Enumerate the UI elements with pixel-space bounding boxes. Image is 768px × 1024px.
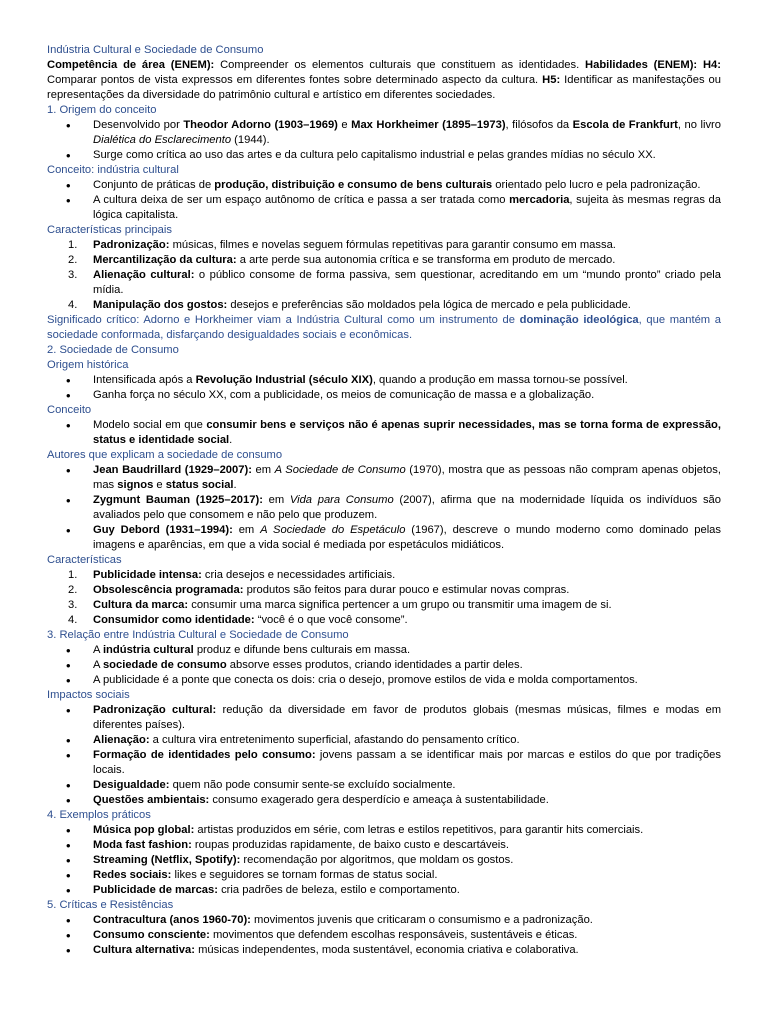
bullet-icon: • — [66, 838, 71, 853]
bullet-icon: • — [66, 523, 71, 538]
bullet-icon: • — [66, 853, 71, 868]
bullet-icon: • — [66, 118, 71, 133]
section-3-heading: 3. Relação entre Indústria Cultural e Sociedade de Consumo — [47, 629, 349, 641]
h4-text: Comparar pontos de vista expressos em diferentes fontes sobre determinado aspecto da cultura. — [47, 74, 543, 86]
list-item: • A cultura deixa de ser um espaço autônomo de crítica e passa a ser tratada como mercadoria, sujeita às mesmas regras da lógica capitalista. — [66, 193, 721, 221]
list-item: 4. Consumidor como identidade: “você é o que você consome”. — [68, 614, 408, 626]
list-item: • Moda fast fashion: roupas produzidas rapidamente, de baixo custo e descartáveis. — [66, 838, 509, 853]
list-item: 1. Padronização: músicas, filmes e novelas seguem fórmulas repetitivas para garantir consumo em massa. — [68, 239, 616, 251]
competencia-label: Competência de área (ENEM): — [47, 59, 215, 71]
list-number: 3. — [68, 269, 78, 281]
bullet-icon: • — [66, 823, 71, 838]
conceito-heading: Conceito — [47, 404, 92, 416]
bullet-icon: • — [66, 193, 71, 208]
list-number: 4. — [68, 614, 78, 626]
conceito-consumo-list — [47, 418, 721, 448]
bullet-icon: • — [66, 373, 71, 388]
section-2-heading: 2. Sociedade de Consumo — [47, 344, 179, 356]
list-item: • Zygmunt Bauman (1925–2017): em Vida para Consumo (2007), afirma que na modernidade líquida os indivíduos são avaliados pelo que consomem e não pelo que produzem. — [66, 493, 721, 521]
list-number: 4. — [68, 299, 78, 311]
criticas-list — [47, 913, 721, 958]
bullet-icon: • — [66, 868, 71, 883]
exemplos-list — [47, 823, 721, 898]
bullet-icon: • — [66, 733, 71, 748]
h5-text: Identificar as manifestações ou representações da diversidade do patrimônio cultural e artístico em diferentes sociedades. — [47, 74, 721, 101]
list-item: • Modelo social em que consumir bens e serviços não é apenas suprir necessidades, mas se torna forma de expressão, status e identidade social. — [66, 418, 721, 446]
bullet-icon: • — [66, 913, 71, 928]
list-item: • Consumo consciente: movimentos que defendem escolhas responsáveis, sustentáveis e éticas. — [66, 928, 578, 943]
document-title: Indústria Cultural e Sociedade de Consumo — [47, 44, 264, 56]
relacao-list — [47, 643, 721, 688]
impactos-heading: Impactos sociais — [47, 689, 130, 701]
list-item: 3. Cultura da marca: consumir uma marca significa pertencer a um grupo ou transmitir uma imagem de si. — [68, 599, 612, 611]
list-item: • A indústria cultural produz e difunde bens culturais em massa. — [66, 643, 411, 658]
document-page — [47, 43, 721, 958]
impactos-list — [47, 703, 721, 808]
bullet-icon: • — [66, 463, 71, 478]
bullet-icon: • — [66, 148, 71, 163]
list-item: • Guy Debord (1931–1994): em A Sociedade do Espetáculo (1967), descreve o mundo moderno como dominado pelas imagens e aparências, em que a vida social é mediada por espetáculos midiáticos. — [66, 523, 722, 551]
caracteristicas-principais-heading: Características principais — [47, 224, 172, 236]
origem-historica-heading: Origem histórica — [47, 359, 129, 371]
competencia-text: Compreender os elementos culturais que constituem as identidades. — [214, 59, 586, 71]
list-item: • Formação de identidades pelo consumo: jovens passam a se identificar mais por marcas e estilos do que por tradições locais. — [66, 748, 721, 776]
bullet-icon: • — [66, 673, 71, 688]
autores-list — [47, 463, 721, 553]
significado-critico: Significado crítico: Adorno e Horkheimer viam a Indústria Cultural como um instrumento de dominação ideológica, que mantém a sociedade conformada, disfarçando desigualdades sociais e econômicas. — [47, 314, 721, 341]
list-item: • Padronização cultural: redução da diversidade em favor de produtos globais (mesmas músicas, filmes e modas em diferentes países). — [66, 703, 722, 731]
bullet-icon: • — [66, 943, 71, 958]
section-4-heading: 4. Exemplos práticos — [47, 809, 151, 821]
list-number: 1. — [68, 569, 78, 581]
list-item: • A publicidade é a ponte que conecta os dois: cria o desejo, promove estilos de vida e molda comportamentos. — [66, 673, 638, 688]
list-item: • Ganha força no século XX, com a publicidade, os meios de comunicação de massa e a globalização. — [66, 388, 595, 403]
habilidades-label: Habilidades (ENEM): H4: — [585, 59, 721, 71]
bullet-icon: • — [66, 703, 71, 718]
list-item: 2. Mercantilização da cultura: a arte perde sua autonomia crítica e se transforma em produto de mercado. — [68, 254, 616, 266]
bullet-icon: • — [66, 748, 71, 763]
origem-historica-list — [47, 373, 721, 403]
bullet-icon: • — [66, 388, 71, 403]
bullet-icon: • — [66, 928, 71, 943]
list-number: 2. — [68, 254, 78, 266]
list-item: • Alienação: a cultura vira entretenimento superficial, afastando do pensamento crítico. — [66, 733, 520, 748]
list-item: • Cultura alternativa: músicas independentes, moda sustentável, economia criativa e colaborativa. — [66, 943, 579, 958]
list-item: • Questões ambientais: consumo exagerado gera desperdício e ameaça à sustentabilidade. — [66, 793, 549, 808]
list-number: 1. — [68, 239, 78, 251]
caracteristicas-principais-list — [47, 238, 721, 313]
list-item: • Publicidade de marcas: cria padrões de beleza, estilo e comportamento. — [66, 883, 460, 898]
conceito-list — [47, 178, 721, 223]
bullet-icon: • — [66, 778, 71, 793]
section-1-heading: 1. Origem do conceito — [47, 104, 157, 116]
list-item: 3. Alienação cultural: o público consome de forma passiva, sem questionar, acreditando em um “mundo pronto” criado pela mídia. — [68, 269, 721, 296]
list-item: • Streaming (Netflix, Spotify): recomendação por algoritmos, que moldam os gostos. — [66, 853, 514, 868]
list-number: 3. — [68, 599, 78, 611]
bullet-icon: • — [66, 643, 71, 658]
list-item: • Contracultura (anos 1960-70): movimentos juvenis que criticaram o consumismo e a padronização. — [66, 913, 593, 928]
list-item: • Desenvolvido por Theodor Adorno (1903–1969) e Max Horkheimer (1895–1973), filósofos da Escola de Frankfurt, no livro Dialética do Esclarecimento (1944). — [66, 118, 721, 146]
list-item: • Desigualdade: quem não pode consumir sente-se excluído socialmente. — [66, 778, 456, 793]
h5-label: H5: — [542, 74, 561, 86]
list-item: • Surge como crítica ao uso das artes e da cultura pelo capitalismo industrial e pelas grandes mídias no século XX. — [66, 148, 656, 163]
list-item: • A sociedade de consumo absorve esses produtos, criando identidades a partir deles. — [66, 658, 523, 673]
intro-paragraph — [47, 58, 721, 103]
list-item: • Música pop global: artistas produzidos em série, com letras e estilos repetitivos, para garantir hits comerciais. — [66, 823, 644, 838]
section-5-heading: 5. Críticas e Resistências — [47, 899, 174, 911]
bullet-icon: • — [66, 658, 71, 673]
list-item: 4. Manipulação dos gostos: desejos e preferências são moldados pela lógica de mercado e pela publicidade. — [68, 299, 631, 311]
list-item: • Redes sociais: likes e seguidores se tornam formas de status social. — [66, 868, 438, 883]
list-number: 2. — [68, 584, 78, 596]
bullet-icon: • — [66, 793, 71, 808]
list-item: • Intensificada após a Revolução Industrial (século XIX), quando a produção em massa tornou-se possível. — [66, 373, 628, 388]
caracteristicas-heading: Características — [47, 554, 122, 566]
list-item: 1. Publicidade intensa: cria desejos e necessidades artificiais. — [68, 569, 396, 581]
bullet-icon: • — [66, 883, 71, 898]
autores-heading: Autores que explicam a sociedade de consumo — [47, 449, 283, 461]
bullet-icon: • — [66, 178, 71, 193]
list-item: • Conjunto de práticas de produção, distribuição e consumo de bens culturais orientado pelo lucro e pela padronização. — [66, 178, 701, 193]
caracteristicas-list — [47, 568, 721, 628]
list-item: 2. Obsolescência programada: produtos são feitos para durar pouco e estimular novas compras. — [68, 584, 570, 596]
list-item: • Jean Baudrillard (1929–2007): em A Sociedade de Consumo (1970), mostra que as pessoas não compram apenas objetos, mas signos e status social. — [66, 463, 721, 491]
bullet-icon: • — [66, 493, 71, 508]
bullet-icon: • — [66, 418, 71, 433]
origem-list — [47, 118, 721, 163]
conceito-industria-heading: Conceito: indústria cultural — [47, 164, 179, 176]
